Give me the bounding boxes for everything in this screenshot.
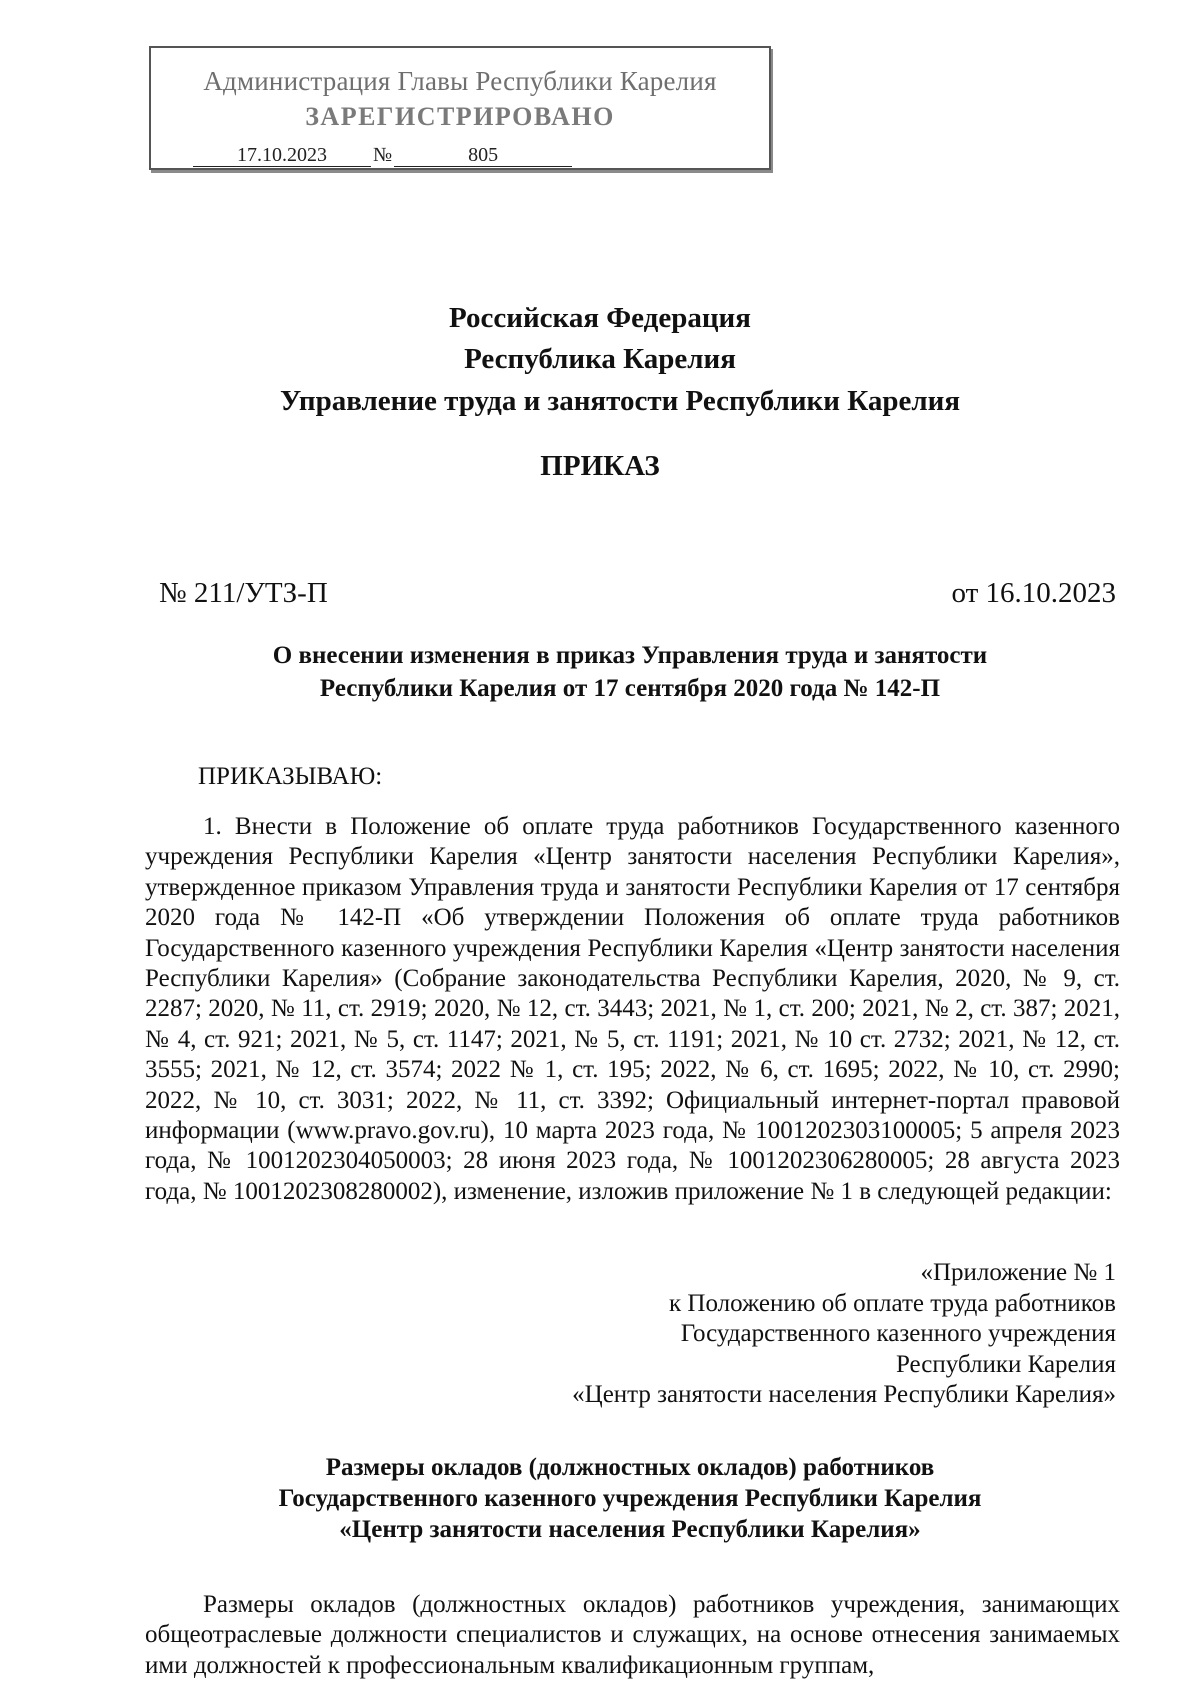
stamp-number-sign: № xyxy=(373,144,393,166)
document-type: ПРИКАЗ xyxy=(540,450,660,482)
paragraph-1: 1. Внести в Положение об оплате труда работников Государственного казенного учреждения Республики Карелия «Центр занятости населения Республики Карелия», утвержденное приказом Управления труда и занятости Республики Карелия от 17 сентября 2020 года № 142-П «Об утверждении Положения об оплате труда работников Государственного казенного учреждения Республики Карелия «Центр занятости населения Республики Карелия» (Собрание законодательства Республики Карелия, 2020, № 9, ст. 2287; 2020, № 11, ст. 2919; 2020, № 12, ст. 3443; 2021, № 1, ст. 200; 2021, № 2, ст. 387; 2021, № 4, ст. 921; 2021, № 5, ст. 1147; 2021, № 5, ст. 1191; 2021, № 10 ст. 2732; 2021, № 12, ст. 3555; 2021, № 12, ст. 3574; 2022 № 1, ст. 195; 2022, № 6, ст. 1695; 2022, № 10, ст. 2990; 2022, № 10, ст. 3031; 2022, № 11, ст. 3392; Официальный интернет-портал правовой информации (www.pravo.gov.ru), 10 марта 2023 года, № 1001202303100005; 5 апреля 2023 года, № 1001202304050003; 28 июня 2023 года, № 1001202306280005; 28 августа 2023 года, № 1001202308280002), изменение, изложив приложение № 1 в следующей редакции: xyxy=(145,813,1120,1205)
stamp-date: 17.10.2023 xyxy=(193,144,371,167)
document-title-line-2: Республики Карелия от 17 сентября 2020 года № 142-П xyxy=(319,675,941,702)
document-title-line-1: О внесении изменения в приказ Управления труда и занятости xyxy=(272,642,988,669)
paragraph-2: Размеры окладов (должностных окладов) работников учреждения, занимающих общеотраслевые должности специалистов и служащих, на основе отнесения занимаемых ими должностей к профессиональным квалификационным группам, xyxy=(145,1591,1120,1679)
appendix-line-4: Республики Карелия xyxy=(895,1350,1116,1378)
appendix-line-3: Государственного казенного учреждения xyxy=(680,1320,1116,1347)
directive: ПРИКАЗЫВАЮ: xyxy=(198,763,383,790)
order-number: № 211/УТЗ-П xyxy=(159,577,328,609)
stamp-registration-line xyxy=(193,144,572,167)
section-title-line-1: Размеры окладов (должностных окладов) работников xyxy=(325,1454,935,1481)
section-title-line-3: «Центр занятости населения Республики Карелия» xyxy=(339,1516,921,1543)
section-title xyxy=(140,1452,1120,1545)
stamp-status: ЗАРЕГИСТРИРОВАНО xyxy=(305,102,615,131)
header-region: Республика Карелия xyxy=(464,343,736,375)
stamp-number: 805 xyxy=(394,144,572,167)
header-country: Российская Федерация xyxy=(449,302,751,334)
order-date: от 16.10.2023 xyxy=(951,577,1116,609)
document-title xyxy=(140,639,1120,705)
appendix-line-1: «Приложение № 1 xyxy=(920,1259,1116,1286)
appendix-line-2: к Положению об оплате труда работников xyxy=(669,1289,1116,1317)
stamp-organization: Администрация Главы Республики Карелия xyxy=(203,66,717,96)
appendix-line-5: «Центр занятости населения Республики Карелия» xyxy=(572,1381,1116,1408)
section-title-line-2: Государственного казенного учреждения Республики Карелия xyxy=(278,1485,982,1512)
appendix-reference xyxy=(572,1258,1116,1411)
header-authority: Управление труда и занятости Республики Карелия xyxy=(279,385,961,417)
registration-stamp xyxy=(149,46,771,170)
